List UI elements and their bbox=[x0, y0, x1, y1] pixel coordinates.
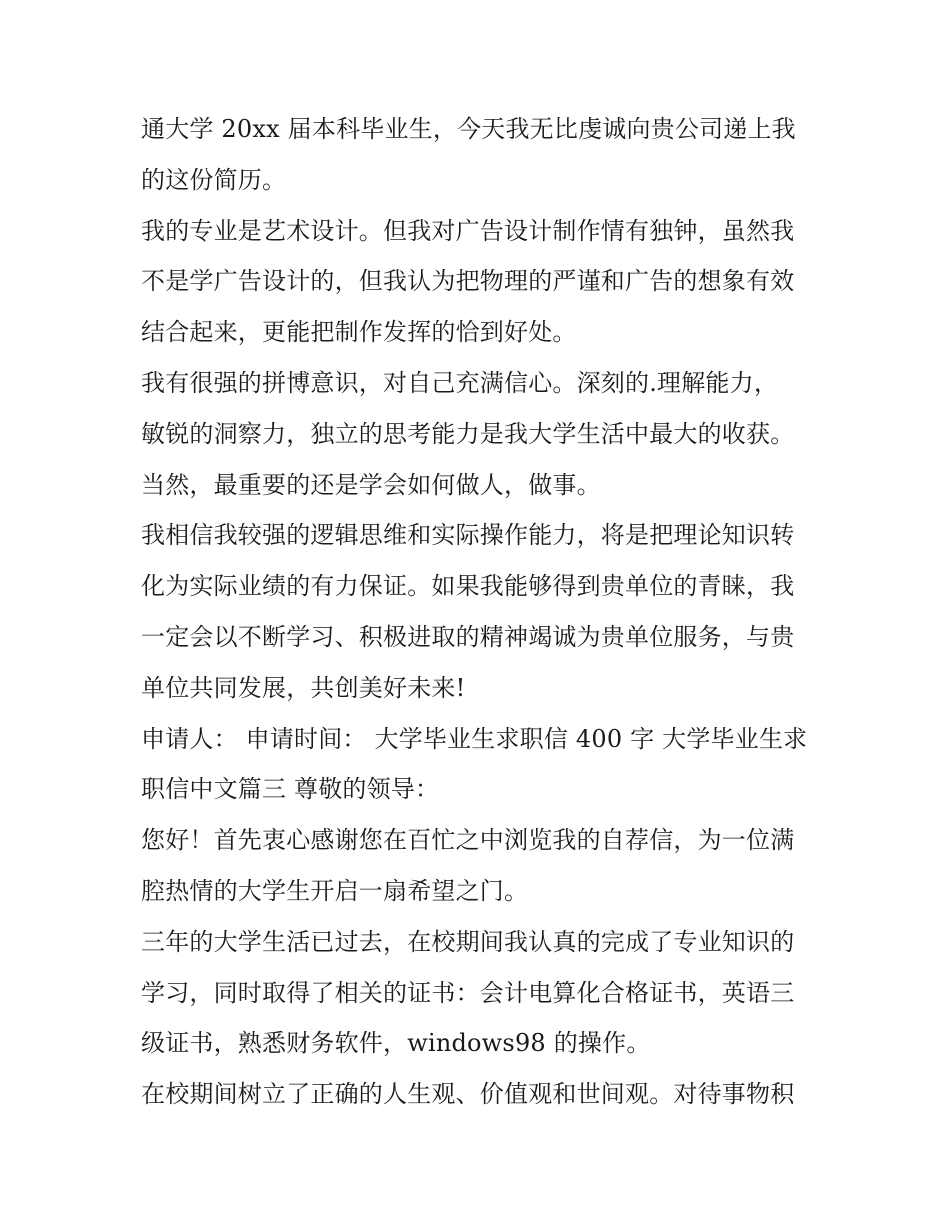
text-line: 我的专业是艺术设计。但我对广告设计制作情有独钟，虽然我 bbox=[141, 216, 795, 245]
text-line: 一定会以不断学习、积极进取的精神竭诚为贵单位服务，与贵 bbox=[141, 622, 795, 651]
text-line: 我相信我较强的逻辑思维和实际操作能力，将是把理论知识转 bbox=[141, 521, 795, 550]
text-line: 在校期间树立了正确的人生观、价值观和世间观。对待事物积 bbox=[141, 1080, 795, 1109]
text-line: 申请人： 申请时间： 大学毕业生求职信 400 字 大学毕业生求 bbox=[141, 724, 808, 753]
text-line: 学习，同时取得了相关的证书：会计电算化合格证书，英语三 bbox=[141, 978, 795, 1007]
text-line: 您好！首先衷心感谢您在百忙之中浏览我的自荐信，为一位满 bbox=[141, 826, 795, 855]
text-line: 腔热情的大学生开启一扇希望之门。 bbox=[141, 876, 529, 905]
text-line: 结合起来，更能把制作发挥的恰到好处。 bbox=[141, 318, 577, 347]
text-line: 当然，最重要的还是学会如何做人，做事。 bbox=[141, 470, 601, 499]
document-page bbox=[141, 104, 831, 1120]
text-line: 我有很强的拼博意识，对自己充满信心。深刻的.理解能力， bbox=[141, 368, 779, 397]
text-line: 三年的大学生活已过去，在校期间我认真的完成了专业知识的 bbox=[141, 927, 795, 956]
text-line: 职信中文篇三 尊敬的领导： bbox=[141, 775, 440, 804]
text-line: 不是学广告设计的，但我认为把物理的严谨和广告的想象有效 bbox=[141, 267, 795, 296]
text-line: 通大学 20xx 届本科毕业生，今天我无比虔诚向贵公司递上我 bbox=[141, 115, 796, 143]
text-line: 级证书，熟悉财务软件，windows98 的操作。 bbox=[141, 1029, 651, 1058]
text-line: 的这份简历。 bbox=[141, 165, 287, 194]
text-line: 单位共同发展，共创美好未来! bbox=[141, 673, 466, 702]
text-line: 敏锐的洞察力，独立的思考能力是我大学生活中最大的收获。 bbox=[141, 419, 795, 448]
text-line: 化为实际业绩的有力保证。如果我能够得到贵单位的青睐，我 bbox=[141, 572, 795, 601]
